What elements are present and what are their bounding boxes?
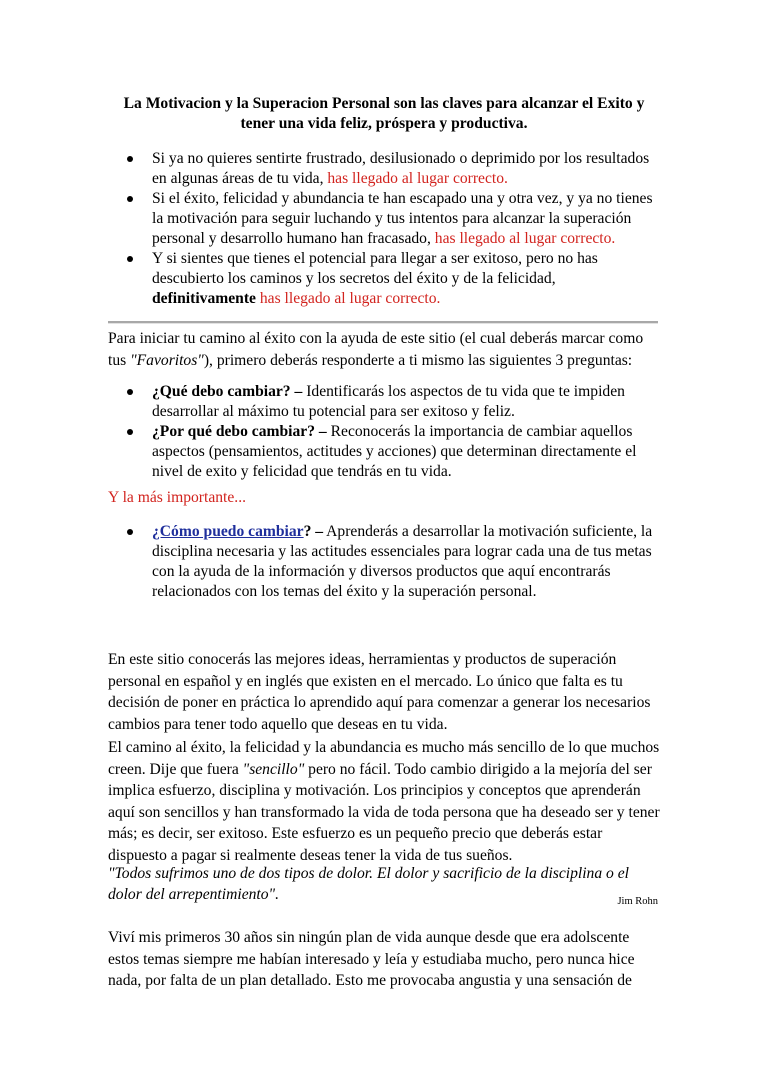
highlight-text: has llegado al lugar correcto. (327, 170, 508, 187)
most-important-heading: Y la más importante... (108, 489, 246, 506)
quote-text: "Todos sufrimos uno de dos tipos de dolor. El dolor y sacrificio de la disciplina o el dolor del arrepentimiento". (108, 865, 630, 903)
bullet-icon (127, 256, 133, 262)
question-label: ¿Qué debo cambiar? – (152, 383, 303, 400)
bullet-icon (127, 429, 133, 435)
intro-bullet-list (112, 149, 660, 309)
questions-list (112, 382, 660, 482)
intro-bullet-3: Y si sientes que tienes el potencial para llegar a ser exitoso, pero no has descubierto los caminos y los secretos del éxito y de la felicidad, definitivamente has llegado al lugar correcto. (112, 249, 660, 309)
question-item-1: ¿Qué debo cambiar? – Identificarás los aspectos de tu vida que te impiden desarrollar al máximo tu potencial para ser exitoso y feliz. (112, 382, 660, 422)
question-label: ¿Por qué debo cambiar? – (152, 423, 327, 440)
path-paragraph: El camino al éxito, la felicidad y la abundancia es mucho más sencillo de lo que muchos creen. Dije que fuera "sencillo" pero no fácil. Todo cambio dirigido a la mejoría del ser implica esfuerzo, disciplina y motivación. Los principios y conceptos que aprenderán aquí son sencillos y han transformado la vida de toda persona que ha deseado ser y tener más; es decir, ser exitoso. Este esfuerzo es un pequeño precio que deberás estar dispuesto a pagar si realmente deseas tener la vida de tus sueños. (108, 739, 660, 864)
site-paragraph: En este sitio conocerás las mejores ideas, herramientas y productos de superación personal en español y en inglés que existen en el mercado. Lo único que falta es tu decisión de poner en práctica lo aprendido aquí para comenzar a generar los necesarios cambios para tener todo aquello que deseas en tu vida. (108, 651, 651, 733)
document-title (108, 94, 660, 134)
start-paragraph: Para iniciar tu camino al éxito con la ayuda de este sitio (el cual deberás marcar como tus "Favoritos"), primero deberás responderte a ti mismo las siguientes 3 preguntas: (108, 330, 644, 369)
title-line-2: tener una vida feliz, próspera y productiva. (240, 115, 528, 132)
bullet-icon (127, 156, 133, 162)
bullet-icon (127, 196, 133, 202)
highlight-text: has llegado al lugar correcto. (434, 230, 616, 247)
title-line-1: La Motivacion y la Superacion Personal son las claves para alcanzar el Exito y (123, 95, 645, 112)
bold-text: definitivamente (152, 290, 256, 307)
question-item-3: ¿Cómo puedo cambiar? – Aprenderás a desarrollar la motivación suficiente, la disciplina necesaria y las actitudes essenciales para lograr cada una de tus metas con la ayuda de la información y diversos productos que aquí encontrarás relacionados con los temas del éxito y la superación personal. (112, 522, 660, 602)
question-item-2: ¿Por qué debo cambiar? – Reconocerás la importancia de cambiar aquellos aspectos (pensamientos, actitudes y acciones) que determinan directamente el nivel de exito y felicidad que tendrás en tu vida. (112, 422, 660, 482)
highlight-text: has llegado al lugar correcto. (255, 290, 441, 307)
how-to-change-link[interactable]: ¿Cómo puedo cambiar (152, 523, 304, 540)
bullet-icon (127, 529, 133, 535)
horizontal-rule (108, 321, 658, 324)
quote-author: Jim Rohn (617, 896, 658, 907)
third-question-list (112, 522, 660, 602)
intro-bullet-1: Si ya no quieres sentirte frustrado, desilusionado o deprimido por los resultados en algunas áreas de tu vida, has llegado al lugar correcto. (112, 149, 660, 189)
story-paragraph: Viví mis primeros 30 años sin ningún plan de vida aunque desde que era adolscente estos temas siempre me habían interesado y leía y estudiaba mucho, pero nunca hice nada, por falta de un plan detallado. Esto me provocaba angustia y una sensación de (108, 929, 635, 990)
intro-bullet-2: Si el éxito, felicidad y abundancia te han escapado una y otra vez, y ya no tienes la motivación para seguir luchando y tus intentos para alcanzar la superación personal y desarrollo humano han fracasado, has llegado al lugar correcto. (112, 189, 660, 249)
bullet-icon (127, 389, 133, 395)
